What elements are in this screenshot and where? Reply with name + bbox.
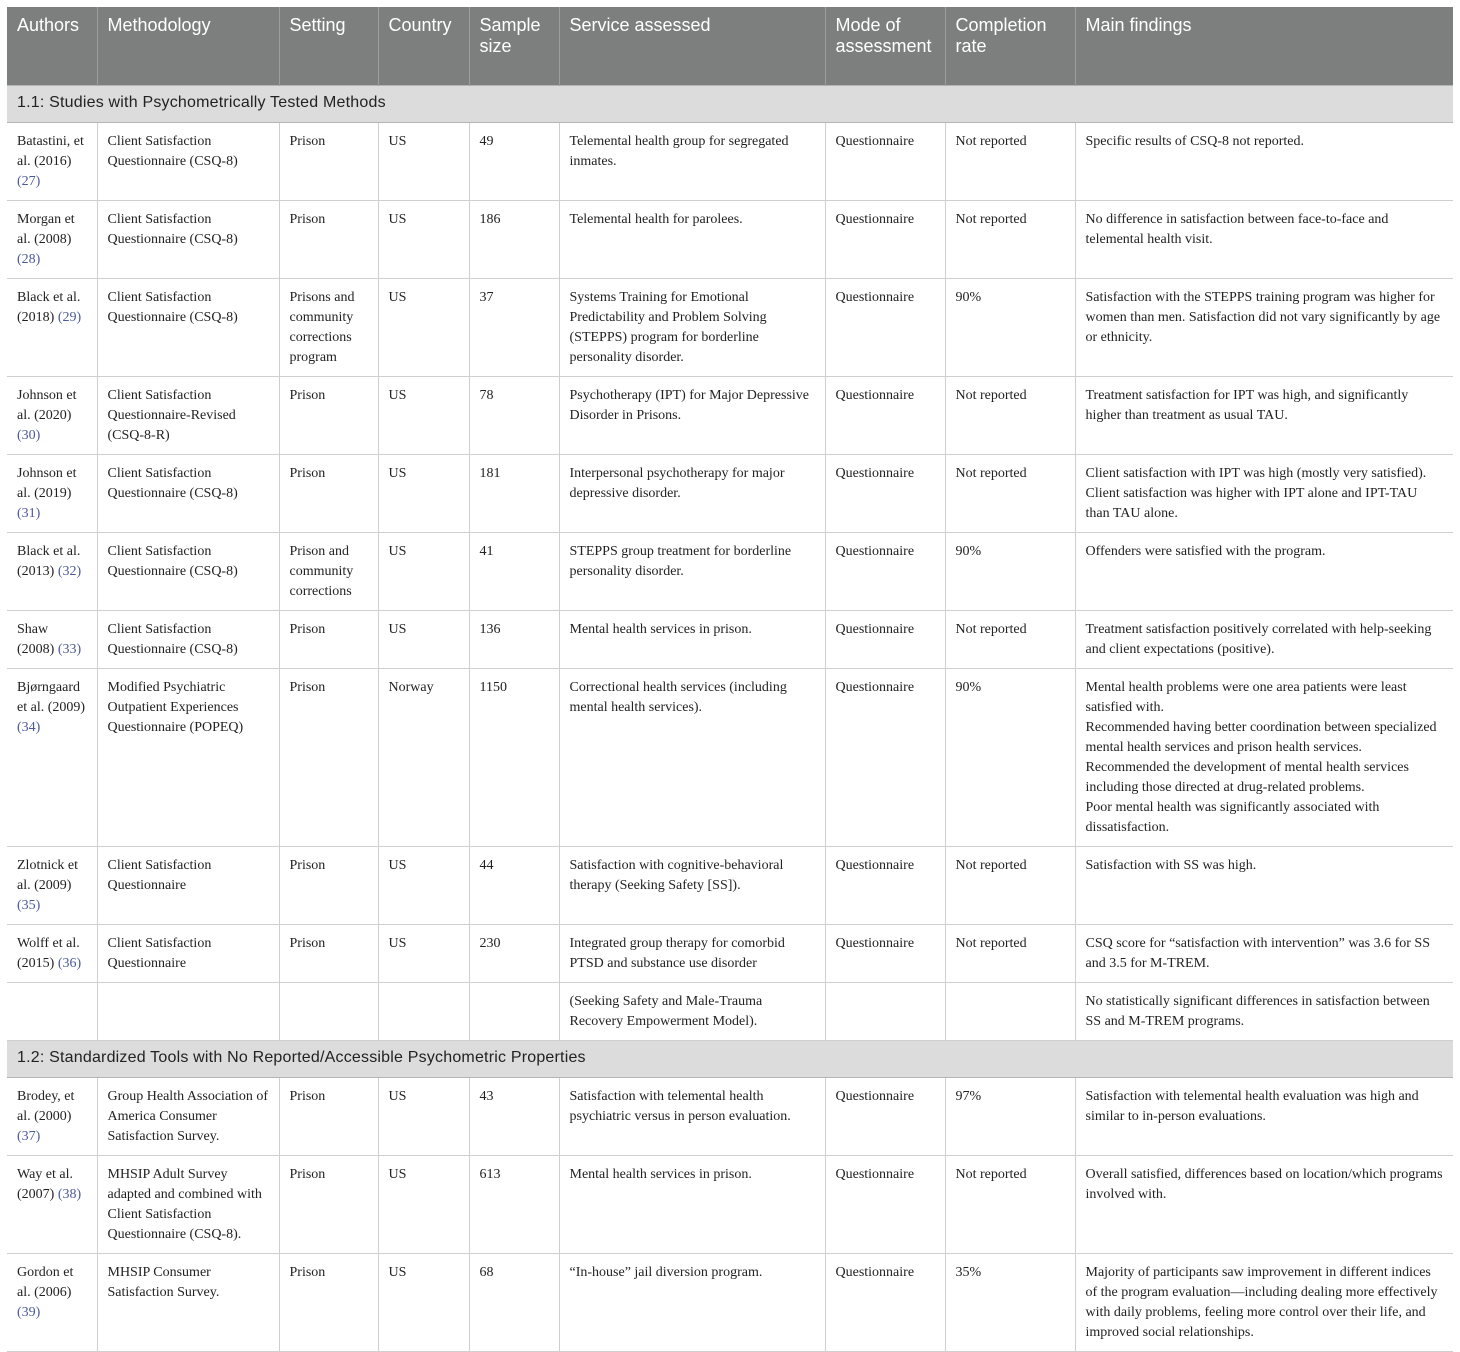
main-findings-cell — [1075, 669, 1453, 847]
mode-cell: Questionnaire — [825, 533, 945, 611]
authors-cell — [7, 611, 97, 669]
main-findings-cell — [1075, 533, 1453, 611]
setting-cell: Prisons and community corrections program — [279, 279, 378, 377]
table-container — [7, 7, 1453, 1352]
table-row — [7, 455, 1453, 533]
setting-cell: Prison — [279, 455, 378, 533]
country-cell: US — [378, 377, 469, 455]
main-findings-cell — [1075, 1078, 1453, 1156]
column-header-main-findings: Main findings — [1075, 7, 1453, 86]
author-text: Way et al. (2007) — [17, 1167, 74, 1202]
service-assessed-cell: STEPPS group treatment for borderline personality disorder. — [559, 533, 825, 611]
completion-rate-cell: 90% — [945, 279, 1075, 377]
table-row — [7, 1078, 1453, 1156]
finding-text: Overall satisfied, differences based on location/which programs involved with. — [1085, 1167, 1443, 1202]
country-cell: US — [378, 1254, 469, 1352]
mode-cell: Questionnaire — [825, 669, 945, 847]
author-text: Zlotnick et al. (2009) — [17, 858, 79, 893]
column-header-setting: Setting — [279, 7, 378, 86]
column-header-service-assessed: Service assessed — [559, 7, 825, 86]
reference-link[interactable]: (38) — [57, 1187, 82, 1202]
finding-text: No difference in satisfaction between face-to-face and telemental health visit. — [1085, 212, 1389, 247]
service-assessed-cell: Telemental health group for segregated inmates. — [559, 123, 825, 201]
main-findings-cell — [1075, 377, 1453, 455]
finding-text: No statistically significant differences in satisfaction between SS and M-TREM programs. — [1085, 994, 1430, 1029]
completion-rate-cell: 97% — [945, 1078, 1075, 1156]
column-header-country: Country — [378, 7, 469, 86]
table-row — [7, 377, 1453, 455]
mode-cell: Questionnaire — [825, 1078, 945, 1156]
sample-size-cell: 43 — [469, 1078, 559, 1156]
methodology-cell: MHSIP Adult Survey adapted and combined with Client Satisfaction Questionnaire (CSQ-8). — [97, 1156, 279, 1254]
table-row — [7, 925, 1453, 983]
service-assessed-cell: Integrated group therapy for comorbid PTSD and substance use disorder — [559, 925, 825, 983]
service-assessed-cell: (Seeking Safety and Male-Trauma Recovery Empowerment Model). — [559, 983, 825, 1041]
methodology-cell: Modified Psychiatric Outpatient Experiences Questionnaire (POPEQ) — [97, 669, 279, 847]
finding-text: Client satisfaction with IPT was high (mostly very satisfied). Client satisfaction was higher with IPT alone and IPT-TAU than TAU alone. — [1085, 466, 1427, 521]
authors-cell — [7, 533, 97, 611]
author-text: Bjørngaard et al. (2009) — [17, 680, 86, 715]
mode-cell: Questionnaire — [825, 455, 945, 533]
finding-text: Majority of participants saw improvement in different indices of the program evaluation—including dealing more effectively with daily problems, feeling more control over their life, and improved social relationships. — [1085, 1265, 1438, 1340]
service-assessed-cell: Interpersonal psychotherapy for major depressive disorder. — [559, 455, 825, 533]
country-cell: US — [378, 847, 469, 925]
main-findings-cell — [1075, 847, 1453, 925]
service-assessed-cell: Satisfaction with telemental health psychiatric versus in person evaluation. — [559, 1078, 825, 1156]
methodology-cell: Client Satisfaction Questionnaire (CSQ-8) — [97, 123, 279, 201]
main-findings-cell — [1075, 1156, 1453, 1254]
column-header-completion-rate: Completion rate — [945, 7, 1075, 86]
main-findings-cell — [1075, 455, 1453, 533]
mode-cell: Questionnaire — [825, 123, 945, 201]
country-cell: US — [378, 925, 469, 983]
reference-link[interactable]: (39) — [17, 1305, 41, 1320]
service-assessed-cell: Telemental health for parolees. — [559, 201, 825, 279]
completion-rate-cell: Not reported — [945, 925, 1075, 983]
service-assessed-cell: Mental health services in prison. — [559, 611, 825, 669]
finding-text: Satisfaction with the STEPPS training program was higher for women than men. Satisfaction did not vary significantly by age or ethnicity. — [1085, 290, 1441, 345]
country-cell: US — [378, 279, 469, 377]
authors-cell — [7, 123, 97, 201]
author-text: Gordon et al. (2006) — [17, 1265, 74, 1300]
author-text: Wolff et al. (2015) — [17, 936, 80, 971]
mode-cell — [825, 983, 945, 1041]
authors-cell — [7, 1156, 97, 1254]
table-row — [7, 123, 1453, 201]
mode-cell: Questionnaire — [825, 847, 945, 925]
main-findings-cell — [1075, 611, 1453, 669]
table-row — [7, 983, 1453, 1041]
authors-cell — [7, 279, 97, 377]
main-findings-cell — [1075, 201, 1453, 279]
reference-link[interactable]: (37) — [17, 1129, 41, 1144]
authors-cell — [7, 1254, 97, 1352]
section-header-row — [7, 1041, 1453, 1078]
methodology-cell: Client Satisfaction Questionnaire — [97, 847, 279, 925]
reference-link[interactable]: (34) — [17, 720, 41, 735]
setting-cell: Prison — [279, 611, 378, 669]
completion-rate-cell: Not reported — [945, 377, 1075, 455]
completion-rate-cell: Not reported — [945, 455, 1075, 533]
completion-rate-cell: Not reported — [945, 123, 1075, 201]
finding-text: Recommended the development of mental health services including those directed at drug-related problems. — [1085, 760, 1409, 795]
service-assessed-cell: “In-house” jail diversion program. — [559, 1254, 825, 1352]
table-row — [7, 201, 1453, 279]
mode-cell: Questionnaire — [825, 611, 945, 669]
finding-text: Offenders were satisfied with the program. — [1085, 544, 1326, 559]
section-title: 1.2: Standardized Tools with No Reported/Accessible Psychometric Properties — [7, 1041, 1453, 1078]
completion-rate-cell: Not reported — [945, 611, 1075, 669]
finding-text: Poor mental health was significantly associated with dissatisfaction. — [1085, 800, 1380, 835]
studies-table — [7, 7, 1453, 1352]
setting-cell: Prison — [279, 1254, 378, 1352]
methodology-cell: Client Satisfaction Questionnaire (CSQ-8) — [97, 279, 279, 377]
table-row — [7, 1254, 1453, 1352]
finding-text: Specific results of CSQ-8 not reported. — [1085, 134, 1305, 149]
setting-cell: Prison — [279, 377, 378, 455]
service-assessed-cell: Mental health services in prison. — [559, 1156, 825, 1254]
completion-rate-cell — [945, 983, 1075, 1041]
section-header-row — [7, 86, 1453, 123]
completion-rate-cell: 90% — [945, 533, 1075, 611]
authors-cell — [7, 455, 97, 533]
country-cell: US — [378, 455, 469, 533]
reference-link[interactable]: (30) — [17, 428, 41, 443]
reference-link[interactable]: (33) — [57, 642, 82, 657]
methodology-cell: Client Satisfaction Questionnaire (CSQ-8) — [97, 533, 279, 611]
main-findings-cell — [1075, 1254, 1453, 1352]
setting-cell: Prison and community corrections — [279, 533, 378, 611]
column-header-sample-size: Sample size — [469, 7, 559, 86]
main-findings-cell — [1075, 925, 1453, 983]
authors-cell — [7, 983, 97, 1041]
country-cell: US — [378, 1078, 469, 1156]
sample-size-cell: 136 — [469, 611, 559, 669]
author-text: Morgan et al. (2008) — [17, 212, 75, 247]
table-row — [7, 279, 1453, 377]
sample-size-cell: 78 — [469, 377, 559, 455]
column-header-mode-of-assessment: Mode of assessment — [825, 7, 945, 86]
table-row — [7, 669, 1453, 847]
methodology-cell: Client Satisfaction Questionnaire — [97, 925, 279, 983]
country-cell: US — [378, 611, 469, 669]
setting-cell: Prison — [279, 1156, 378, 1254]
author-text: Johnson et al. (2019) — [17, 466, 77, 501]
setting-cell: Prison — [279, 201, 378, 279]
authors-cell — [7, 847, 97, 925]
table-body — [7, 86, 1453, 1352]
country-cell: Norway — [378, 669, 469, 847]
author-text: Black et al. (2018) — [17, 290, 81, 325]
sample-size-cell: 68 — [469, 1254, 559, 1352]
setting-cell: Prison — [279, 669, 378, 847]
author-text: Johnson et al. (2020) — [17, 388, 77, 423]
reference-link[interactable]: (36) — [57, 956, 82, 971]
sample-size-cell: 44 — [469, 847, 559, 925]
service-assessed-cell: Satisfaction with cognitive-behavioral therapy (Seeking Safety [SS]). — [559, 847, 825, 925]
sample-size-cell: 186 — [469, 201, 559, 279]
methodology-cell: Client Satisfaction Questionnaire (CSQ-8) — [97, 201, 279, 279]
setting-cell: Prison — [279, 123, 378, 201]
authors-cell — [7, 201, 97, 279]
completion-rate-cell: Not reported — [945, 201, 1075, 279]
main-findings-cell — [1075, 279, 1453, 377]
sample-size-cell: 1150 — [469, 669, 559, 847]
country-cell — [378, 983, 469, 1041]
methodology-cell: Client Satisfaction Questionnaire (CSQ-8) — [97, 611, 279, 669]
country-cell: US — [378, 123, 469, 201]
methodology-cell: Client Satisfaction Questionnaire-Revised (CSQ-8-R) — [97, 377, 279, 455]
reference-link[interactable]: (32) — [57, 564, 82, 579]
country-cell: US — [378, 533, 469, 611]
sample-size-cell: 613 — [469, 1156, 559, 1254]
sample-size-cell: 37 — [469, 279, 559, 377]
sample-size-cell: 41 — [469, 533, 559, 611]
column-header-authors: Authors — [7, 7, 97, 86]
sample-size-cell — [469, 983, 559, 1041]
service-assessed-cell: Correctional health services (including mental health services). — [559, 669, 825, 847]
methodology-cell: Client Satisfaction Questionnaire (CSQ-8) — [97, 455, 279, 533]
reference-link[interactable]: (31) — [17, 506, 41, 521]
mode-cell: Questionnaire — [825, 1156, 945, 1254]
finding-text: Satisfaction with SS was high. — [1085, 858, 1257, 873]
section-title: 1.1: Studies with Psychometrically Tested Methods — [7, 86, 1453, 123]
table-row — [7, 847, 1453, 925]
sample-size-cell: 230 — [469, 925, 559, 983]
country-cell: US — [378, 1156, 469, 1254]
table-row — [7, 611, 1453, 669]
author-text: Batastini, et al. (2016) — [17, 134, 84, 169]
authors-cell — [7, 377, 97, 455]
finding-text: CSQ score for “satisfaction with intervention” was 3.6 for SS and 3.5 for M-TREM. — [1085, 936, 1430, 971]
setting-cell — [279, 983, 378, 1041]
completion-rate-cell: Not reported — [945, 847, 1075, 925]
mode-cell: Questionnaire — [825, 1254, 945, 1352]
reference-link[interactable]: (27) — [17, 174, 41, 189]
finding-text: Satisfaction with telemental health evaluation was high and similar to in-person evaluations. — [1085, 1089, 1419, 1124]
column-header-methodology: Methodology — [97, 7, 279, 86]
table-row — [7, 533, 1453, 611]
service-assessed-cell: Psychotherapy (IPT) for Major Depressive Disorder in Prisons. — [559, 377, 825, 455]
mode-cell: Questionnaire — [825, 279, 945, 377]
header-row — [7, 7, 1453, 86]
setting-cell: Prison — [279, 1078, 378, 1156]
mode-cell: Questionnaire — [825, 377, 945, 455]
authors-cell — [7, 925, 97, 983]
finding-text: Treatment satisfaction positively correlated with help-seeking and client expectations (positive). — [1085, 622, 1432, 657]
service-assessed-cell: Systems Training for Emotional Predictability and Problem Solving (STEPPS) program for borderline personality disorder. — [559, 279, 825, 377]
finding-text: Treatment satisfaction for IPT was high, and significantly higher than treatment as usual TAU. — [1085, 388, 1409, 423]
reference-link[interactable]: (28) — [17, 252, 41, 267]
completion-rate-cell: Not reported — [945, 1156, 1075, 1254]
completion-rate-cell: 90% — [945, 669, 1075, 847]
completion-rate-cell: 35% — [945, 1254, 1075, 1352]
setting-cell: Prison — [279, 847, 378, 925]
finding-text: Mental health problems were one area patients were least satisfied with. — [1085, 680, 1407, 715]
reference-link[interactable]: (35) — [17, 898, 41, 913]
reference-link[interactable]: (29) — [57, 310, 82, 325]
methodology-cell: Group Health Association of America Consumer Satisfaction Survey. — [97, 1078, 279, 1156]
mode-cell: Questionnaire — [825, 201, 945, 279]
author-text: Black et al. (2013) — [17, 544, 81, 579]
sample-size-cell: 49 — [469, 123, 559, 201]
sample-size-cell: 181 — [469, 455, 559, 533]
mode-cell: Questionnaire — [825, 925, 945, 983]
country-cell: US — [378, 201, 469, 279]
table-row — [7, 1156, 1453, 1254]
main-findings-cell — [1075, 983, 1453, 1041]
authors-cell — [7, 1078, 97, 1156]
methodology-cell: MHSIP Consumer Satisfaction Survey. — [97, 1254, 279, 1352]
setting-cell: Prison — [279, 925, 378, 983]
author-text: Brodey, et al. (2000) — [17, 1089, 75, 1124]
author-text: Shaw (2008) — [17, 622, 55, 657]
authors-cell — [7, 669, 97, 847]
main-findings-cell — [1075, 123, 1453, 201]
methodology-cell — [97, 983, 279, 1041]
finding-text: Recommended having better coordination between specialized mental health services and prison health services. — [1085, 720, 1437, 755]
